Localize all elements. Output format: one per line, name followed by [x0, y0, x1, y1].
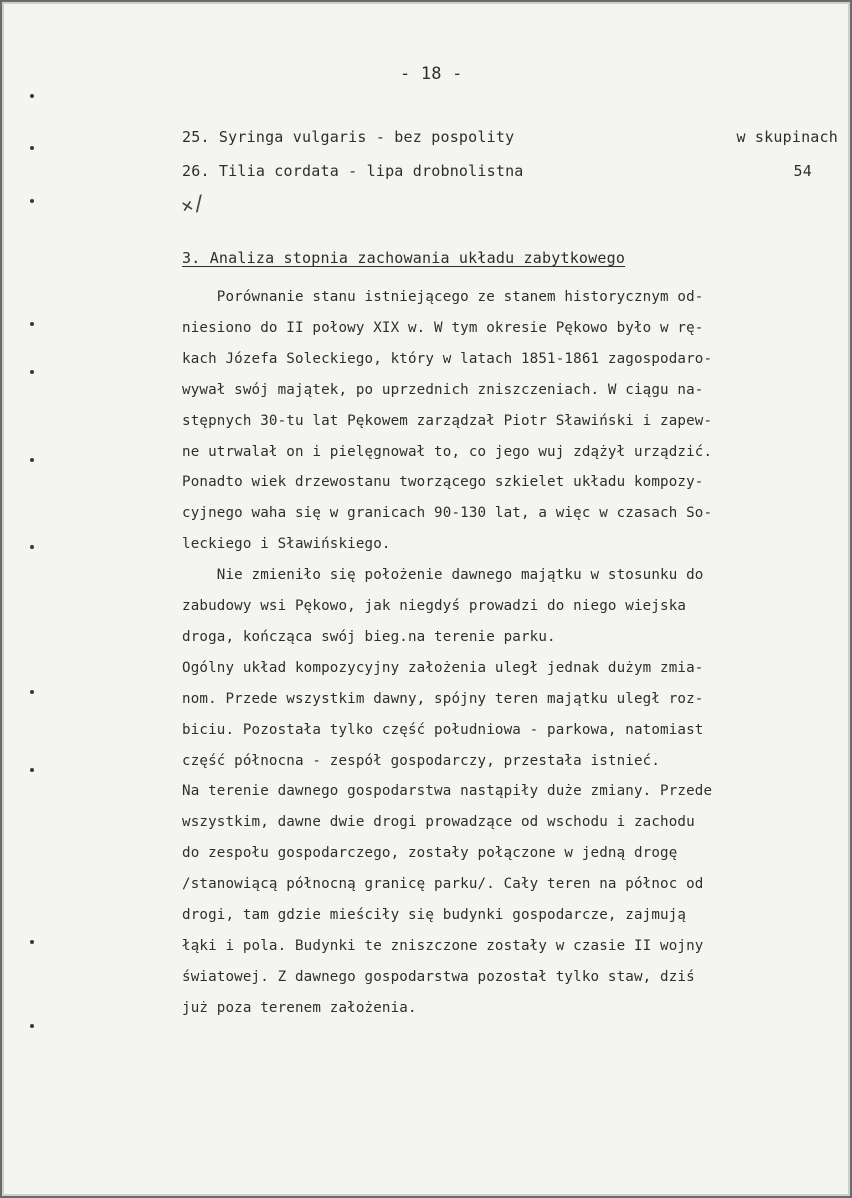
- section-heading: 3. Analiza stopnia zachowania układu zabytkowego: [182, 249, 626, 267]
- margin-dot: [30, 94, 34, 98]
- body-line: do zespołu gospodarczego, zostały połączone w jedną drogę: [182, 845, 678, 861]
- body-line: stępnych 30-tu lat Pękowem zarządzał Piotr Sławiński i zapew-: [182, 413, 713, 429]
- margin-dot: [30, 199, 34, 203]
- plant-list-item-value: w skupinach: [736, 128, 838, 146]
- margin-dot: [30, 768, 34, 772]
- plant-list-item-value: 54: [793, 162, 812, 180]
- handwritten-margin-mark: ×/: [178, 189, 208, 219]
- body-line: ne utrwalał on i pielęgnował to, co jego wuj zdążył urządzić.: [182, 444, 713, 460]
- body-line: wszystkim, dawne dwie drogi prowadzące od wschodu i zachodu: [182, 814, 695, 830]
- margin-dot: [30, 545, 34, 549]
- margin-dot: [30, 690, 34, 694]
- margin-dot: [30, 940, 34, 944]
- body-line: Nie zmieniło się położenie dawnego majątku w stosunku do: [182, 567, 704, 583]
- body-line: niesiono do II połowy XIX w. W tym okresie Pękowo było w rę-: [182, 320, 704, 336]
- body-line: droga, kończąca swój bieg.na terenie parku.: [182, 629, 556, 645]
- body-line: część północna - zespół gospodarczy, przestała istnieć.: [182, 753, 661, 769]
- body-line: nom. Przede wszystkim dawny, spójny teren majątku uległ roz-: [182, 691, 704, 707]
- body-line: leckiego i Sławińskiego.: [182, 536, 391, 552]
- body-line: wywał swój majątek, po uprzednich zniszczeniach. W ciągu na-: [182, 382, 704, 398]
- margin-dot: [30, 458, 34, 462]
- body-line: już poza terenem założenia.: [182, 1000, 417, 1016]
- plant-list-item-label: 26. Tilia cordata - lipa drobnolistna: [182, 162, 524, 180]
- body-line: zabudowy wsi Pękowo, jak niegdyś prowadzi do niego wiejska: [182, 598, 687, 614]
- body-line: Ogólny układ kompozycyjny założenia uległ jednak dużym zmia-: [182, 660, 704, 676]
- margin-dot: [30, 1024, 34, 1028]
- body-line: światowej. Z dawnego gospodarstwa pozostał tylko staw, dziś: [182, 969, 695, 985]
- body-line: Ponadto wiek drzewostanu tworzącego szkielet układu kompozy-: [182, 474, 704, 490]
- margin-dot: [30, 370, 34, 374]
- body-line: kach Józefa Soleckiego, który w latach 1851-1861 zagospodaro-: [182, 351, 713, 367]
- body-line: łąki i pola. Budynki te zniszczone zostały w czasie II wojny: [182, 938, 704, 954]
- body-line: drogi, tam gdzie mieściły się budynki gospodarcze, zajmują: [182, 907, 687, 923]
- body-line: cyjnego waha się w granicach 90-130 lat, a więc w czasach So-: [182, 505, 713, 521]
- plant-list-item-label: 25. Syringa vulgaris - bez pospolity: [182, 128, 515, 146]
- body-line: biciu. Pozostała tylko część południowa - parkowa, natomiast: [182, 722, 704, 738]
- page-number: - 18 -: [400, 64, 463, 84]
- margin-dot: [30, 146, 34, 150]
- margin-dot: [30, 322, 34, 326]
- body-line: Na terenie dawnego gospodarstwa nastąpiły duże zmiany. Przede: [182, 783, 713, 799]
- body-line: /stanowiącą północną granicę parku/. Cały teren na północ od: [182, 876, 704, 892]
- body-line: Porównanie stanu istniejącego ze stanem historycznym od-: [182, 289, 704, 305]
